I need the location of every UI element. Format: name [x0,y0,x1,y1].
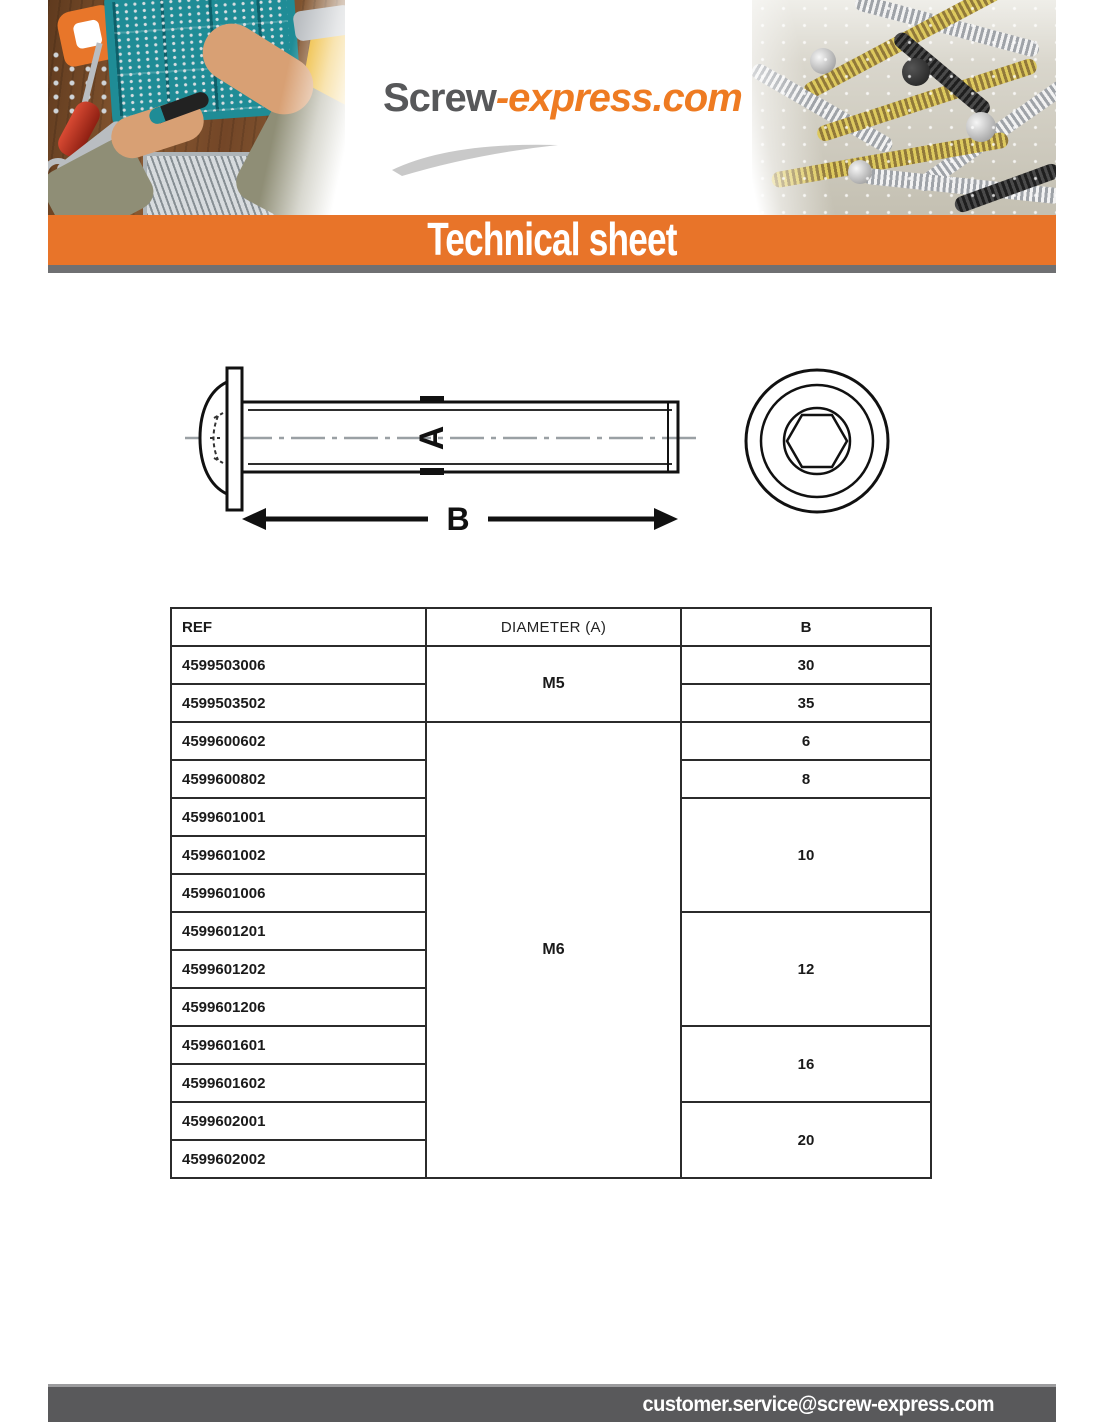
screws-photo [752,0,1056,215]
flange [227,368,242,510]
ref-cell: 4599601002 [171,836,426,874]
header-ref: REF [171,608,426,646]
white-fade-overlay [752,0,1056,215]
diameter-cell: M5 [426,646,681,722]
footer-bar [48,1384,1056,1422]
logo [383,76,753,176]
banner [48,215,1056,265]
b-cell: 16 [681,1026,931,1102]
header-b: B [681,608,931,646]
dim-b-arrowhead-right [654,508,678,530]
logo-text [383,76,753,121]
socket-circle [784,408,850,474]
dim-a-tick-top [420,396,444,403]
spec-table [170,607,932,1179]
dim-a-label: A [413,425,451,451]
screw-side-view-drawing [180,358,710,553]
head-circle [761,385,873,497]
white-fade-overlay [48,0,345,215]
ref-cell: 4599601206 [171,988,426,1026]
banner-title: Technical sheet [427,213,677,266]
screw-front-view-drawing [740,364,895,519]
header-diameter: DIAMETER (A) [426,608,681,646]
table-row [171,722,931,760]
b-cell: 10 [681,798,931,912]
ref-cell: 4599601602 [171,1064,426,1102]
logo-swoosh-icon [390,138,560,176]
ref-cell: 4599601202 [171,950,426,988]
logo-text-express: -express.com [495,76,742,120]
dim-b-arrowhead-left [242,508,266,530]
dim-a-tick-bottom [420,468,444,475]
ref-cell: 4599602002 [171,1140,426,1178]
workbench-photo [48,0,345,215]
ref-cell: 4599600602 [171,722,426,760]
b-cell: 35 [681,684,931,722]
ref-cell: 4599602001 [171,1102,426,1140]
hex-socket [787,415,847,467]
table-row [171,646,931,684]
ref-cell: 4599601001 [171,798,426,836]
ref-cell: 4599601601 [171,1026,426,1064]
logo-text-screw: Screw [383,76,496,120]
b-cell: 6 [681,722,931,760]
table-header-row [171,608,931,646]
b-cell: 30 [681,646,931,684]
dim-b-label: B [446,501,470,537]
banner-underline [48,265,1056,273]
outer-circle [746,370,888,512]
b-cell: 20 [681,1102,931,1178]
b-cell: 8 [681,760,931,798]
b-cell: 12 [681,912,931,1026]
ref-cell: 4599600802 [171,760,426,798]
diameter-cell: M6 [426,722,681,1178]
ref-cell: 4599601006 [171,874,426,912]
footer-email: customer.service@screw-express.com [642,1392,994,1416]
ref-cell: 4599601201 [171,912,426,950]
ref-cell: 4599503006 [171,646,426,684]
ref-cell: 4599503502 [171,684,426,722]
